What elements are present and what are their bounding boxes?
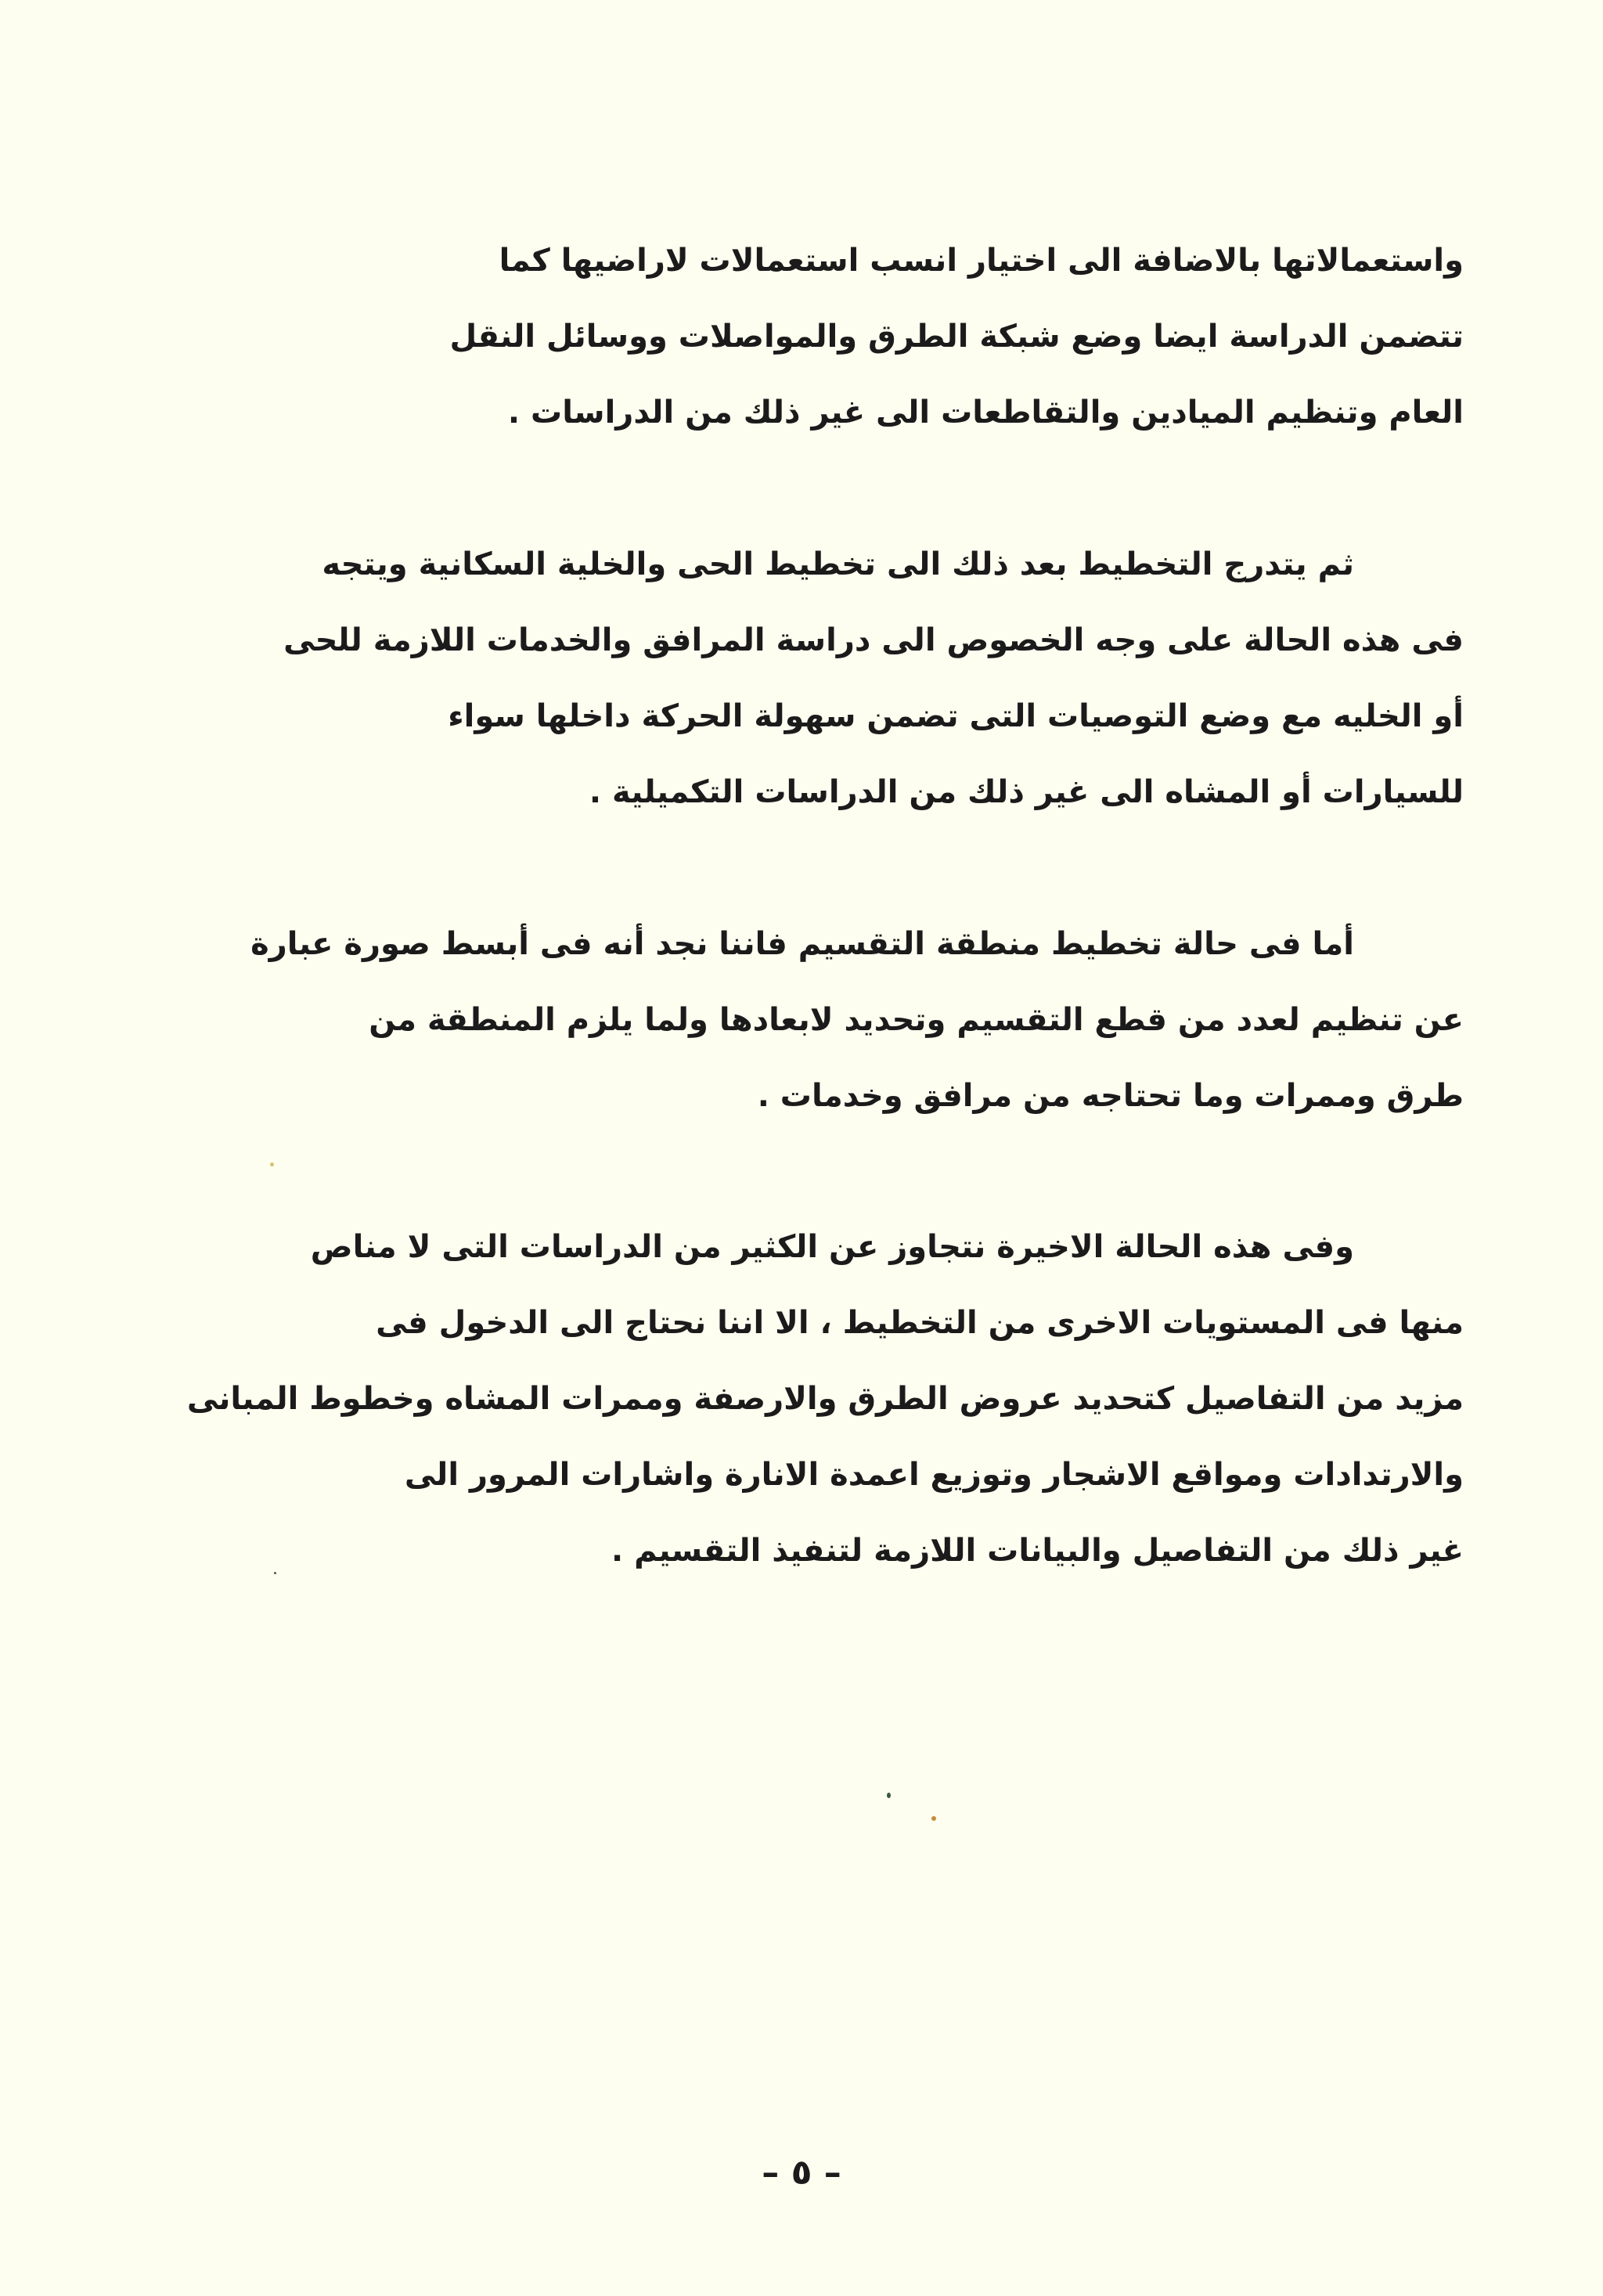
paragraph-1-line-2: تتضمن الدراسة ايضا وضع شبكة الطرق والمواصلات ووسائل النقل <box>449 319 1464 355</box>
paragraph-4-line-4: والارتدادات ومواقع الاشجار وتوزيع اعمدة الانارة واشارات المرور الى <box>404 1457 1464 1493</box>
paragraph-3 <box>117 907 1464 1134</box>
paragraph-2-line-2: فى هذه الحالة على وجه الخصوص الى دراسة المرافق والخدمات اللازمة للحى <box>283 622 1464 658</box>
scan-speck <box>887 1793 891 1798</box>
paragraph-3-line-1: أما فى حالة تخطيط منطقة التقسيم فاننا نجد أنه فى أبسط صورة عبارة <box>250 926 1354 962</box>
paragraph-2-line-4: للسيارات أو المشاه الى غير ذلك من الدراسات التكميلية . <box>589 774 1464 810</box>
paragraph-1 <box>117 223 1464 451</box>
paragraph-4-line-1: وفى هذه الحالة الاخيرة نتجاوز عن الكثير من الدراسات التى لا مناص <box>310 1229 1354 1265</box>
scan-speck <box>270 1162 274 1166</box>
page-number: – ٥ – <box>762 2153 841 2193</box>
paragraph-4 <box>117 1209 1464 1589</box>
paragraph-4-line-3: مزيد من التفاصيل كتحديد عروض الطرق والارصفة وممرات المشاه وخطوط المبانى <box>186 1381 1464 1417</box>
paragraph-3-line-2: عن تنظيم لعدد من قطع التقسيم وتحديد لابعادها ولما يلزم المنطقة من <box>369 1002 1464 1038</box>
scan-speck <box>274 1572 276 1574</box>
scan-speck <box>931 1816 936 1821</box>
paragraph-2 <box>117 527 1464 831</box>
paragraph-2-line-3: أو الخليه مع وضع التوصيات التى تضمن سهولة الحركة داخلها سواء <box>448 698 1464 734</box>
paragraph-3-line-3: طرق وممرات وما تحتاجه من مرافق وخدمات . <box>757 1078 1464 1114</box>
paragraph-4-line-5: غير ذلك من التفاصيل والبيانات اللازمة لتنفيذ التقسيم . <box>611 1533 1464 1569</box>
paragraph-1-line-3: العام وتنظيم الميادين والتقاطعات الى غير ذلك من الدراسات . <box>507 395 1464 431</box>
paragraph-4-line-2: منها فى المستويات الاخرى من التخطيط ، الا اننا نحتاج الى الدخول فى <box>376 1305 1464 1341</box>
paragraph-1-line-1: واستعمالاتها بالاضافة الى اختيار انسب استعمالات لاراضيها كما <box>499 243 1464 279</box>
paragraph-2-line-1: ثم يتدرج التخطيط بعد ذلك الى تخطيط الحى والخلية السكانية ويتجه <box>322 546 1354 582</box>
